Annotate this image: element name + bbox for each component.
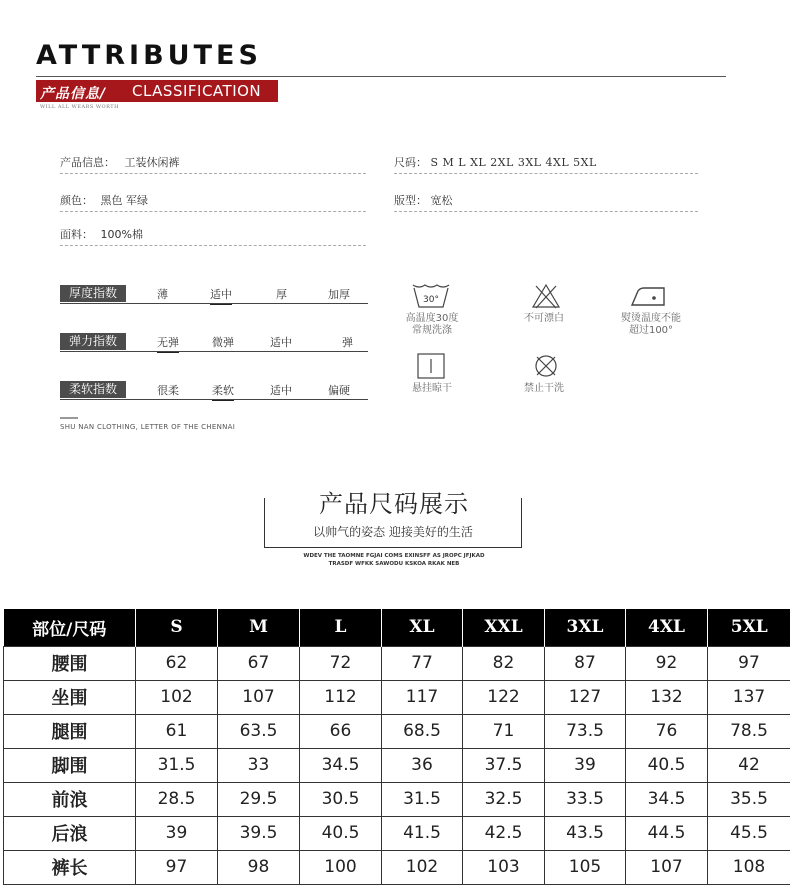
thickness-index-label: 厚度指数 bbox=[60, 285, 126, 302]
table-cell: 29.5 bbox=[218, 782, 300, 816]
table-cell: 44.5 bbox=[626, 816, 708, 850]
table-header-cell: 部位/尺码 bbox=[4, 609, 136, 646]
wash-30-icon bbox=[411, 283, 451, 309]
product-divider bbox=[60, 173, 366, 174]
fit-label: 版型： bbox=[394, 194, 427, 207]
table-cell: 62 bbox=[136, 646, 218, 680]
elasticity-option-slight: 微弹 bbox=[212, 336, 234, 349]
table-row bbox=[4, 680, 790, 714]
no-dryclean-icon bbox=[533, 353, 559, 379]
fabric-value: 100%棉 bbox=[100, 228, 143, 241]
hang-dry-icon bbox=[416, 353, 446, 379]
fabric-info bbox=[60, 226, 143, 242]
softness-index-label: 柔软指数 bbox=[60, 381, 126, 398]
table-cell: 39.5 bbox=[218, 816, 300, 850]
table-cell: 77 bbox=[382, 646, 463, 680]
table-cell: 40.5 bbox=[300, 816, 382, 850]
table-cell: 43.5 bbox=[545, 816, 626, 850]
table-cell: 68.5 bbox=[382, 714, 463, 748]
fit-divider bbox=[394, 211, 698, 212]
size-info bbox=[394, 154, 597, 170]
table-cell: 40.5 bbox=[626, 748, 708, 782]
table-cell: 105 bbox=[545, 850, 626, 884]
table-cell: 34.5 bbox=[300, 748, 382, 782]
size-divider bbox=[394, 173, 698, 174]
table-cell: 102 bbox=[136, 680, 218, 714]
softness-option-medium: 适中 bbox=[270, 384, 292, 397]
table-cell: 34.5 bbox=[626, 782, 708, 816]
iron-icon bbox=[630, 285, 668, 307]
elasticity-option-none: 无弹 bbox=[157, 334, 179, 353]
thickness-option-thin: 薄 bbox=[157, 288, 168, 301]
classification-cn: 产品信息/ bbox=[40, 86, 107, 102]
size-table bbox=[3, 609, 790, 885]
softness-option-soft: 柔软 bbox=[212, 382, 234, 401]
table-row bbox=[4, 646, 790, 680]
table-header-cell: 4XL bbox=[626, 609, 708, 646]
fabric-label: 面料： bbox=[60, 228, 93, 241]
wash-care-line-2: 常规洗涤 bbox=[412, 325, 452, 336]
table-row bbox=[4, 748, 790, 782]
attributes-title: ATTRIBUTES bbox=[36, 40, 262, 71]
table-row-header: 腰围 bbox=[4, 646, 136, 680]
hang-dry-text: 悬挂晾干 bbox=[412, 383, 452, 394]
table-cell: 32.5 bbox=[463, 782, 545, 816]
table-cell: 76 bbox=[626, 714, 708, 748]
table-row-header: 前浪 bbox=[4, 782, 136, 816]
table-cell: 103 bbox=[463, 850, 545, 884]
classification-banner bbox=[36, 80, 278, 102]
table-cell: 71 bbox=[463, 714, 545, 748]
table-cell: 100 bbox=[300, 850, 382, 884]
thickness-option-thick: 厚 bbox=[276, 288, 287, 301]
softness-index-line bbox=[60, 399, 368, 400]
footer-rule bbox=[60, 417, 78, 419]
table-cell: 78.5 bbox=[708, 714, 790, 748]
table-row bbox=[4, 782, 790, 816]
table-cell: 117 bbox=[382, 680, 463, 714]
svg-text:30°: 30° bbox=[423, 295, 439, 305]
table-cell: 42 bbox=[708, 748, 790, 782]
softness-option-stiff: 偏硬 bbox=[328, 384, 350, 397]
table-row-header: 腿围 bbox=[4, 714, 136, 748]
table-cell: 45.5 bbox=[708, 816, 790, 850]
table-header-cell: M bbox=[218, 609, 300, 646]
no-bleach-text: 不可漂白 bbox=[524, 313, 564, 324]
table-cell: 35.5 bbox=[708, 782, 790, 816]
table-cell: 39 bbox=[136, 816, 218, 850]
iron-care-line-1: 熨烫温度不能 bbox=[621, 313, 681, 324]
table-header-cell: S bbox=[136, 609, 218, 646]
table-cell: 108 bbox=[708, 850, 790, 884]
table-row bbox=[4, 816, 790, 850]
color-divider bbox=[60, 211, 366, 212]
table-header-cell: XXL bbox=[463, 609, 545, 646]
table-cell: 31.5 bbox=[382, 782, 463, 816]
table-cell: 122 bbox=[463, 680, 545, 714]
table-cell: 61 bbox=[136, 714, 218, 748]
size-display-title: 产品尺码展示 bbox=[290, 484, 498, 519]
product-value: 工装休闲裤 bbox=[124, 156, 180, 169]
table-header-cell: 5XL bbox=[708, 609, 790, 646]
table-header-row bbox=[4, 609, 790, 646]
iron-care-text bbox=[610, 313, 692, 337]
table-cell: 92 bbox=[626, 646, 708, 680]
table-cell: 97 bbox=[136, 850, 218, 884]
table-row bbox=[4, 850, 790, 884]
table-cell: 39 bbox=[545, 748, 626, 782]
no-dryclean-text: 禁止干洗 bbox=[524, 383, 564, 394]
product-label: 产品信息： bbox=[60, 156, 115, 169]
table-row-header: 裤长 bbox=[4, 850, 136, 884]
table-cell: 30.5 bbox=[300, 782, 382, 816]
table-cell: 87 bbox=[545, 646, 626, 680]
table-cell: 98 bbox=[218, 850, 300, 884]
table-row bbox=[4, 714, 790, 748]
classification-subtitle: WILL ALL WEARS WORTH bbox=[40, 104, 119, 110]
thickness-option-medium: 适中 bbox=[210, 286, 232, 305]
table-cell: 107 bbox=[626, 850, 708, 884]
fit-value: 宽松 bbox=[430, 194, 453, 207]
table-cell: 66 bbox=[300, 714, 382, 748]
size-display-subtitle: 以帅气的姿态 迎接美好的生活 bbox=[313, 525, 473, 539]
size-display-en-line-2: TRASDF WFKK SAWODU KSKOA RKAK NEB bbox=[328, 561, 460, 567]
color-value: 黑色 军绿 bbox=[100, 194, 148, 207]
iron-care-line-2: 超过100° bbox=[628, 325, 674, 336]
table-row-header: 坐围 bbox=[4, 680, 136, 714]
elasticity-index-label: 弹力指数 bbox=[60, 333, 126, 350]
classification-en: CLASSIFICATION bbox=[132, 82, 262, 100]
product-info bbox=[60, 154, 180, 170]
table-cell: 97 bbox=[708, 646, 790, 680]
size-label: 尺码： bbox=[394, 156, 427, 169]
thickness-index-line bbox=[60, 303, 368, 304]
table-cell: 36 bbox=[382, 748, 463, 782]
elasticity-index-line bbox=[60, 351, 368, 352]
table-cell: 132 bbox=[626, 680, 708, 714]
table-cell: 102 bbox=[382, 850, 463, 884]
table-row-header: 后浪 bbox=[4, 816, 136, 850]
table-cell: 31.5 bbox=[136, 748, 218, 782]
table-cell: 67 bbox=[218, 646, 300, 680]
size-display-en-line-1: WDEV THE TAOMNE FGJAI COMS EXINSFF AS JROPC JFJKAD bbox=[303, 553, 485, 559]
table-cell: 28.5 bbox=[136, 782, 218, 816]
table-cell: 107 bbox=[218, 680, 300, 714]
table-header-cell: 3XL bbox=[545, 609, 626, 646]
fit-info bbox=[394, 192, 453, 208]
table-row-header: 脚围 bbox=[4, 748, 136, 782]
table-cell: 33.5 bbox=[545, 782, 626, 816]
color-info bbox=[60, 192, 148, 208]
table-cell: 41.5 bbox=[382, 816, 463, 850]
title-divider bbox=[36, 76, 726, 77]
softness-option-very-soft: 很柔 bbox=[157, 384, 179, 397]
table-cell: 33 bbox=[218, 748, 300, 782]
table-cell: 72 bbox=[300, 646, 382, 680]
table-cell: 37.5 bbox=[463, 748, 545, 782]
elasticity-option-medium: 适中 bbox=[270, 336, 292, 349]
wash-care-text bbox=[396, 313, 468, 337]
size-value: S M L XL 2XL 3XL 4XL 5XL bbox=[430, 156, 597, 169]
table-cell: 112 bbox=[300, 680, 382, 714]
wash-care-line-1: 高温度30度 bbox=[405, 313, 459, 324]
fabric-divider bbox=[60, 245, 366, 246]
footer-note: SHU NAN CLOTHING, LETTER OF THE CHENNAI bbox=[60, 423, 236, 431]
color-label: 颜色： bbox=[60, 194, 93, 207]
table-header-cell: L bbox=[300, 609, 382, 646]
table-cell: 73.5 bbox=[545, 714, 626, 748]
table-cell: 137 bbox=[708, 680, 790, 714]
table-header-cell: XL bbox=[382, 609, 463, 646]
thickness-option-extra-thick: 加厚 bbox=[328, 288, 350, 301]
elasticity-option-elastic: 弹 bbox=[342, 336, 353, 349]
table-cell: 63.5 bbox=[218, 714, 300, 748]
table-cell: 42.5 bbox=[463, 816, 545, 850]
table-cell: 82 bbox=[463, 646, 545, 680]
table-cell: 127 bbox=[545, 680, 626, 714]
no-bleach-icon bbox=[531, 283, 561, 309]
